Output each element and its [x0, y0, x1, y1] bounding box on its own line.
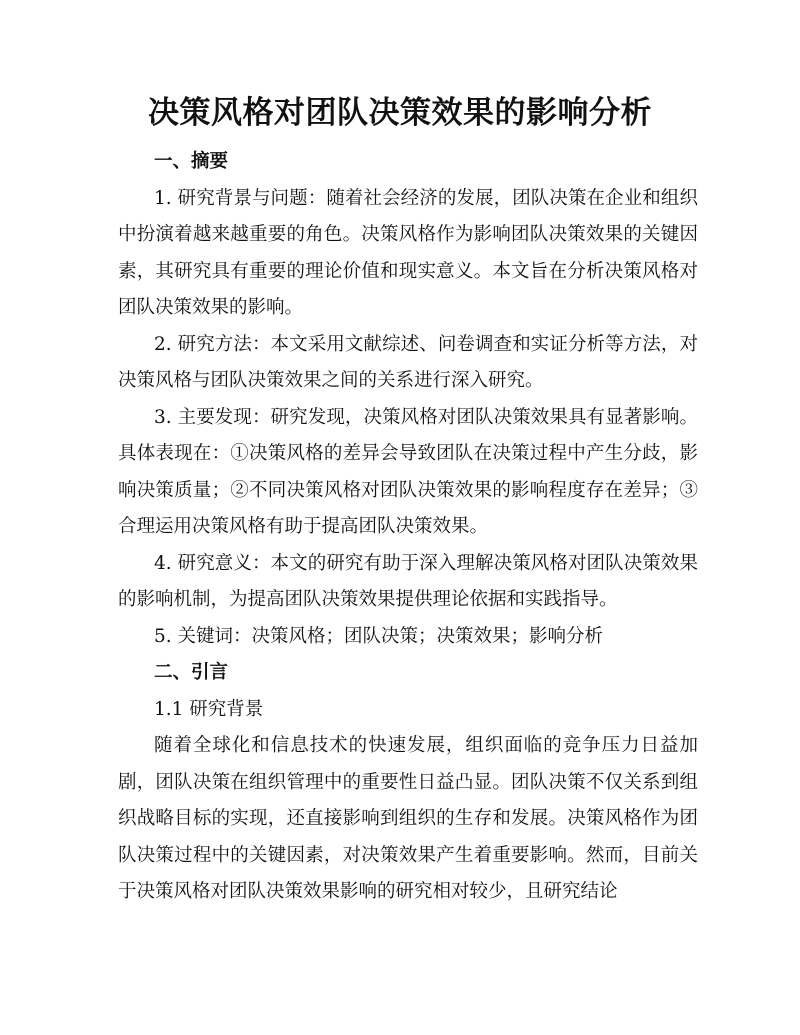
abstract-paragraph-method: 2. 研究方法：本文采用文献综述、问卷调查和实证分析等方法，对决策风格与团队决策效果之间的关系进行深入研究。: [118, 333, 698, 391]
section-heading-introduction: 二、引言: [154, 662, 229, 683]
abstract-paragraph-significance: 4. 研究意义：本文的研究有助于深入理解决策风格对团队决策效果的影响机制，为提高团队决策效果提供理论依据和实践指导。: [118, 552, 698, 610]
abstract-paragraph-keywords: 5. 关键词：决策风格；团队决策；决策效果；影响分析: [154, 625, 604, 647]
document-body: [118, 144, 698, 911]
abstract-paragraph-background: 1. 研究背景与问题：随着社会经济的发展，团队决策在企业和组织中扮演着越来越重要的角色。决策风格作为影响团队决策效果的关键因素，其研究具有重要的理论价值和现实意义。本文旨在分析决策风格对团队决策效果的影响。: [118, 187, 698, 318]
document-title: 决策风格对团队决策效果的影响分析: [148, 95, 652, 131]
subsection-heading-background: 1.1 研究背景: [154, 698, 264, 720]
section-heading-abstract: 一、摘要: [154, 151, 229, 172]
introduction-paragraph: 随着全球化和信息技术的快速发展，组织面临的竞争压力日益加剧，团队决策在组织管理中的重要性日益凸显。团队决策不仅关系到组织战略目标的实现，还直接影响到组织的生存和发展。决策风格作为团队决策过程中的关键因素，对决策效果产生着重要影响。然而，目前关于决策风格对团队决策效果影响的研究相对较少，且研究结论: [118, 735, 698, 902]
abstract-paragraph-findings: 3. 主要发现：研究发现，决策风格对团队决策效果具有显著影响。具体表现在：①决策风格的差异会导致团队在决策过程中产生分歧，影响决策质量；②不同决策风格对团队决策效果的影响程度存在差异；③合理运用决策风格有助于提高团队决策效果。: [118, 406, 698, 537]
